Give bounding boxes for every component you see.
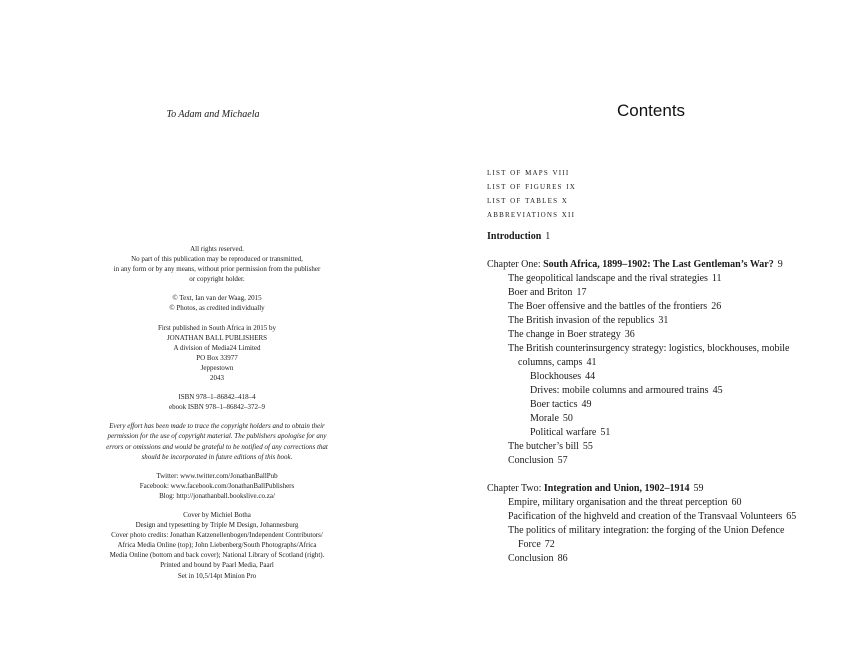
section-entry: [487, 440, 857, 454]
publisher-line: First published in South Africa in 2015 by: [157, 323, 277, 332]
entry-text: The British counterinsurgency strategy: logistics, blockhouses, mobile: [508, 343, 790, 354]
section-entry: [487, 314, 857, 328]
publisher-info: [86, 323, 348, 384]
entry-text: The Boer offensive and the battles of the frontiers: [508, 301, 708, 312]
entry-text: Political warfare: [530, 427, 597, 438]
rights-line: or copyright holder.: [189, 275, 245, 284]
page-number: 55: [582, 441, 593, 452]
page-number: 1: [545, 231, 551, 242]
production-credits: [86, 510, 348, 581]
front-matter-list: [487, 166, 857, 222]
introduction-entry: [487, 230, 857, 244]
copyright-line: © Text, Ian van der Waag, 2015: [172, 294, 262, 303]
entry-text: The butcher’s bill: [508, 441, 579, 452]
isbn-ebook: ebook ISBN 978–1–86842–372–9: [168, 403, 266, 412]
entry-text: The change in Boer strategy: [508, 329, 621, 340]
table-of-contents: [487, 166, 857, 566]
front-matter-item: list of tables x: [487, 196, 568, 206]
page-number: 86: [557, 553, 568, 564]
notice-line: should be incorporated in future editions of this book.: [141, 452, 293, 461]
page-number: 65: [786, 511, 797, 522]
credit-line: Africa Media Online (top); John Liebenberg/South Photographs/Africa: [117, 541, 317, 550]
entry-text: Force: [518, 539, 541, 550]
front-matter-item: list of figures ix: [487, 182, 577, 192]
page-number: 57: [557, 455, 568, 466]
section-entry: [487, 272, 857, 286]
section-entry: [487, 454, 857, 468]
publisher-name: JONATHAN BALL PUBLISHERS: [166, 333, 268, 342]
subsection-entry: [487, 370, 857, 384]
subsection-entry: [487, 412, 857, 426]
page-number: 26: [711, 301, 722, 312]
publisher-line: A division of Media24 Limited: [173, 343, 261, 352]
twitter-link: Twitter: www.twitter.com/JonathanBallPub: [156, 471, 278, 480]
chapter-title: Integration and Union, 1902–1914: [543, 483, 690, 494]
subsection-entry: [487, 384, 857, 398]
publisher-line: 2043: [210, 374, 224, 383]
notice-line: errors or omissions and would be grateful to be notified of any corrections that: [106, 442, 328, 451]
rights-line: No part of this publication may be reproduced or transmitted,: [131, 255, 303, 264]
page-number: 60: [731, 497, 742, 508]
copyright-notice: [86, 293, 348, 313]
section-entry: [487, 524, 857, 552]
page-number: 11: [711, 273, 722, 284]
subsection-entry: [487, 426, 857, 440]
page-number: 36: [624, 329, 635, 340]
section-entry: [487, 552, 857, 566]
credit-line: Cover photo credits: Jonathan Katzenellenbogen/Independent Contributors/: [111, 531, 323, 540]
page-number: 31: [658, 315, 669, 326]
section-entry: [487, 300, 857, 314]
entry-text: The geopolitical landscape and the rival strategies: [508, 273, 708, 284]
section-list: [487, 272, 857, 468]
entry-text: Pacification of the highveld and creation of the Transvaal Volunteers: [508, 511, 783, 522]
rights-line: All rights reserved.: [190, 245, 244, 253]
entry-text: Conclusion: [508, 553, 554, 564]
page-number: 49: [581, 399, 592, 410]
section-entry: [487, 286, 857, 300]
subsection-entry: [487, 398, 857, 412]
chapter-entry: [487, 258, 857, 468]
copyright-line: © Photos, as credited individually: [169, 304, 265, 313]
section-entry: [487, 328, 857, 342]
entry-text-continued: [508, 356, 857, 370]
chapter-number: Chapter Two:: [487, 483, 544, 494]
credit-line: Design and typesetting by Triple M Design, Johannesburg: [135, 521, 299, 530]
chapter-heading: [487, 482, 857, 496]
copyright-tracing-notice: [86, 421, 348, 461]
credit-line: Cover by Michiel Botha: [183, 510, 251, 519]
page-number: 17: [576, 287, 587, 298]
chapter-entry: [487, 482, 857, 566]
chapter-number: Chapter One:: [487, 259, 544, 270]
entry-text: The British invasion of the republics: [508, 315, 655, 326]
chapter-heading: [487, 258, 857, 272]
page-number: 41: [586, 357, 597, 368]
page-number: 51: [600, 427, 611, 438]
social-links: [86, 471, 348, 501]
chapter-list: [487, 258, 857, 566]
publisher-line: PO Box 33977: [196, 353, 238, 362]
notice-line: permission for the use of copyright material. The publishers apologise for any: [107, 432, 327, 441]
chapter-title: South Africa, 1899–1902: The Last Gentleman’s War?: [543, 259, 774, 270]
section-entry: [487, 342, 857, 370]
entry-text: Morale: [530, 413, 559, 424]
credit-line: Printed and bound by Paarl Media, Paarl: [160, 561, 274, 570]
entry-text-continued: [508, 538, 857, 552]
entry-text: Drives: mobile columns and armoured trains: [530, 385, 709, 396]
page-number: 45: [712, 385, 723, 396]
facebook-link: Facebook: www.facebook.com/JonathanBallPublishers: [139, 481, 295, 490]
rights-line: in any form or by any means, without prior permission from the publisher: [113, 265, 321, 274]
dedication: To Adam and Michaela: [166, 109, 260, 120]
notice-line: Every effort has been made to trace the copyright holders and to obtain their: [109, 422, 325, 431]
front-matter-item: abbreviations xii: [487, 210, 576, 220]
section-entry: [487, 496, 857, 510]
section-entry: [487, 510, 857, 524]
blog-link: Blog: http://jonathanball.bookslive.co.za/: [159, 491, 275, 500]
entry-text: Conclusion: [508, 455, 554, 466]
imprint-block: [86, 244, 348, 590]
page-number: 72: [544, 539, 555, 550]
credit-line: Set in 10,5/14pt Minion Pro: [177, 571, 257, 580]
rights-statement: [86, 244, 348, 284]
contents-page: [431, 0, 862, 660]
entry-text: columns, camps: [518, 357, 583, 368]
page-number: 9: [777, 259, 783, 270]
entry-text: Boer and Briton: [508, 287, 573, 298]
page-title: Contents: [617, 101, 686, 120]
isbn-info: [86, 392, 348, 412]
introduction-label: Introduction: [487, 231, 542, 242]
section-list: [487, 496, 857, 566]
page-number: 50: [562, 413, 573, 424]
page-number: 44: [585, 371, 596, 382]
credit-line: Media Online (bottom and back cover); National Library of Scotland (right).: [109, 551, 325, 560]
publisher-line: Jeppestown: [200, 363, 234, 372]
isbn-print: ISBN 978–1–86842–418–4: [178, 393, 256, 402]
entry-text: Boer tactics: [530, 399, 578, 410]
entry-text: Blockhouses: [530, 371, 582, 382]
entry-text: The politics of military integration: the forging of the Union Defence: [508, 525, 785, 536]
entry-text: Empire, military organisation and the threat perception: [508, 497, 728, 508]
front-matter-item: list of maps viii: [487, 168, 570, 178]
page-number: 59: [693, 483, 704, 494]
